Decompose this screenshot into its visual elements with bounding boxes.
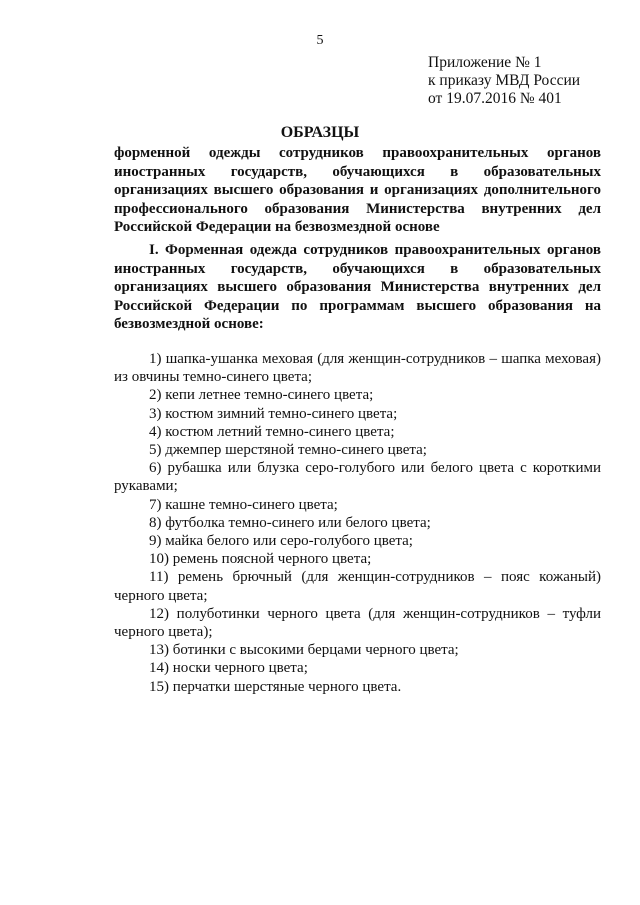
appendix-block — [428, 54, 580, 108]
list-item: 11) ремень брючный (для женщин-сотрудников – пояс кожаный) черного цвета; — [114, 569, 601, 604]
appendix-line-3: от 19.07.2016 № 401 — [428, 90, 562, 107]
list-item: 15) перчатки шерстяные черного цвета. — [149, 678, 402, 695]
list-item: 13) ботинки с высокими берцами черного цвета; — [149, 642, 459, 659]
items-list — [114, 350, 601, 696]
list-item: 12) полуботинки черного цвета (для женщин-сотрудников – туфли черного цвета); — [114, 605, 601, 641]
list-item: 1) шапка-ушанка меховая (для женщин-сотрудников – шапка меховая) из овчины темно-синего цвета; — [114, 351, 601, 386]
document-subtitle: форменной одежды сотрудников правоохранительных органов иностранных государств, обучающихся в образовательных организациях высшего образования и организациях дополнительного профессионального образования Министерства внутренних дел Российской Федерации на безвозмездной основе — [114, 145, 601, 235]
list-item: 5) джемпер шерстяной темно-синего цвета; — [149, 442, 427, 459]
appendix-line-2: к приказу МВД России — [428, 72, 581, 89]
page-number: 5 — [316, 33, 324, 48]
list-item: 9) майка белого или серо-голубого цвета; — [149, 533, 413, 550]
appendix-line-1: Приложение № 1 — [428, 54, 542, 71]
document-title: ОБРАЗЦЫ — [280, 124, 360, 141]
list-item: 8) футболка темно-синего или белого цвета; — [149, 514, 431, 531]
section-heading: I. Форменная одежда сотрудников правоохранительных органов иностранных государств, обучающихся в образовательных организациях высшего образования Министерства внутренних дел Российской Федерации по программам высшего образования на безвозмездной основе: — [114, 242, 601, 332]
list-item: 6) рубашка или блузка серо-голубого или белого цвета с короткими рукавами; — [114, 460, 601, 495]
list-item: 4) костюм летний темно-синего цвета; — [149, 423, 395, 440]
list-item: 3) костюм зимний темно-синего цвета; — [149, 405, 398, 422]
list-item: 2) кепи летнее темно-синего цвета; — [149, 387, 374, 404]
list-item: 10) ремень поясной черного цвета; — [149, 551, 372, 568]
list-item: 14) носки черного цвета; — [149, 660, 308, 677]
list-item: 7) кашне темно-синего цвета; — [149, 496, 338, 513]
